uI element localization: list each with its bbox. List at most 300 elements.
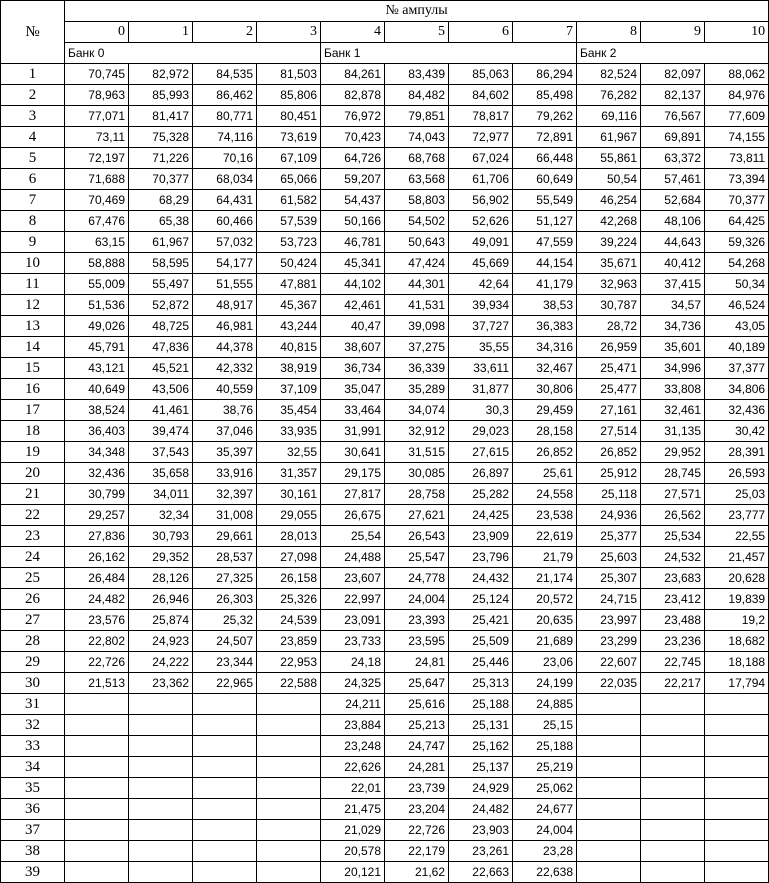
data-cell: 30,161 [257, 484, 321, 505]
data-cell: 45,669 [449, 253, 513, 274]
data-cell: 84,482 [385, 85, 449, 106]
data-cell [641, 694, 705, 715]
data-cell: 65,38 [129, 211, 193, 232]
data-cell: 24,715 [577, 589, 641, 610]
data-cell: 63,15 [65, 232, 129, 253]
data-cell: 88,062 [705, 64, 769, 85]
data-cell: 31,991 [321, 421, 385, 442]
data-cell: 32,963 [577, 274, 641, 295]
table-title: № ампулы [65, 1, 769, 22]
table-row [1, 631, 769, 652]
data-cell: 36,403 [65, 421, 129, 442]
data-cell: 40,189 [705, 337, 769, 358]
row-number: 25 [1, 568, 65, 589]
data-cell: 83,439 [385, 64, 449, 85]
data-cell: 30,799 [65, 484, 129, 505]
data-cell: 64,726 [321, 148, 385, 169]
table-row [1, 64, 769, 85]
data-cell: 26,852 [513, 442, 577, 463]
data-cell: 37,377 [705, 358, 769, 379]
row-number: 22 [1, 505, 65, 526]
data-cell: 79,851 [385, 106, 449, 127]
row-number: 26 [1, 589, 65, 610]
table-row [1, 568, 769, 589]
data-cell: 85,498 [513, 85, 577, 106]
data-cell [577, 799, 641, 820]
data-cell: 31,877 [449, 379, 513, 400]
data-cell: 25,534 [641, 526, 705, 547]
data-cell: 26,675 [321, 505, 385, 526]
table-row [1, 337, 769, 358]
data-cell: 82,524 [577, 64, 641, 85]
data-cell: 24,482 [65, 589, 129, 610]
data-cell: 24,425 [449, 505, 513, 526]
row-number: 39 [1, 862, 65, 883]
table-row [1, 106, 769, 127]
data-cell: 74,155 [705, 127, 769, 148]
data-cell: 24,211 [321, 694, 385, 715]
data-cell: 21,174 [513, 568, 577, 589]
data-cell [577, 820, 641, 841]
data-cell: 32,34 [129, 505, 193, 526]
data-cell [129, 799, 193, 820]
data-cell: 25,326 [257, 589, 321, 610]
data-cell: 20,635 [513, 610, 577, 631]
data-cell: 40,815 [257, 337, 321, 358]
table-row [1, 757, 769, 778]
data-cell: 34,806 [705, 379, 769, 400]
data-cell [257, 694, 321, 715]
data-cell: 29,952 [641, 442, 705, 463]
data-cell: 31,008 [193, 505, 257, 526]
data-cell: 50,54 [577, 169, 641, 190]
data-cell: 20,121 [321, 862, 385, 883]
table-row [1, 463, 769, 484]
data-cell: 54,502 [385, 211, 449, 232]
data-cell: 56,902 [449, 190, 513, 211]
table-row [1, 295, 769, 316]
data-cell: 24,747 [385, 736, 449, 757]
row-number: 10 [1, 253, 65, 274]
data-cell: 32,397 [193, 484, 257, 505]
data-cell: 77,609 [705, 106, 769, 127]
data-cell [193, 736, 257, 757]
data-cell: 69,116 [577, 106, 641, 127]
bank-label: Банк 1 [321, 43, 577, 64]
data-cell: 71,226 [129, 148, 193, 169]
data-cell: 23,393 [385, 610, 449, 631]
data-cell: 67,476 [65, 211, 129, 232]
row-number: 16 [1, 379, 65, 400]
data-cell [577, 757, 641, 778]
table-row [1, 841, 769, 862]
data-cell: 63,568 [385, 169, 449, 190]
data-cell: 49,026 [65, 316, 129, 337]
data-cell: 27,615 [449, 442, 513, 463]
data-cell: 20,578 [321, 841, 385, 862]
table-body [1, 64, 769, 883]
data-cell: 45,521 [129, 358, 193, 379]
row-number: 34 [1, 757, 65, 778]
data-cell: 66,448 [513, 148, 577, 169]
data-cell: 29,661 [193, 526, 257, 547]
data-cell: 76,567 [641, 106, 705, 127]
data-cell: 27,621 [385, 505, 449, 526]
data-cell: 33,808 [641, 379, 705, 400]
data-cell: 29,352 [129, 547, 193, 568]
row-number: 4 [1, 127, 65, 148]
data-cell: 24,81 [385, 652, 449, 673]
data-cell: 24,325 [321, 673, 385, 694]
data-cell: 69,891 [641, 127, 705, 148]
row-number: 23 [1, 526, 65, 547]
data-cell: 25,547 [385, 547, 449, 568]
data-cell: 23,488 [641, 610, 705, 631]
data-cell: 23,777 [705, 505, 769, 526]
row-number: 13 [1, 316, 65, 337]
data-cell: 33,916 [193, 463, 257, 484]
data-cell: 65,066 [257, 169, 321, 190]
data-cell: 47,881 [257, 274, 321, 295]
data-cell: 30,787 [577, 295, 641, 316]
data-cell: 73,619 [257, 127, 321, 148]
data-cell: 27,514 [577, 421, 641, 442]
data-cell: 25,313 [449, 673, 513, 694]
table-row [1, 820, 769, 841]
data-cell: 55,009 [65, 274, 129, 295]
data-cell: 73,394 [705, 169, 769, 190]
data-cell: 27,817 [321, 484, 385, 505]
data-cell: 18,188 [705, 652, 769, 673]
data-cell: 72,891 [513, 127, 577, 148]
data-cell: 84,602 [449, 85, 513, 106]
data-cell [193, 820, 257, 841]
data-cell: 39,474 [129, 421, 193, 442]
data-cell: 25,219 [513, 757, 577, 778]
data-cell: 37,275 [385, 337, 449, 358]
data-cell: 23,576 [65, 610, 129, 631]
data-cell: 48,725 [129, 316, 193, 337]
data-cell: 26,484 [65, 568, 129, 589]
row-number: 12 [1, 295, 65, 316]
data-cell [641, 862, 705, 883]
data-cell: 35,047 [321, 379, 385, 400]
row-number: 1 [1, 64, 65, 85]
data-cell: 50,166 [321, 211, 385, 232]
data-cell: 29,175 [321, 463, 385, 484]
data-cell: 23,412 [641, 589, 705, 610]
data-cell: 60,649 [513, 169, 577, 190]
data-cell: 24,936 [577, 505, 641, 526]
column-number-header: 2 [193, 22, 257, 43]
data-cell: 59,326 [705, 232, 769, 253]
row-number: 30 [1, 673, 65, 694]
data-cell: 24,885 [513, 694, 577, 715]
data-cell: 22,802 [65, 631, 129, 652]
data-cell: 25,131 [449, 715, 513, 736]
data-cell: 32,436 [705, 400, 769, 421]
data-cell [193, 778, 257, 799]
row-number: 24 [1, 547, 65, 568]
data-cell: 27,161 [577, 400, 641, 421]
data-cell: 24,778 [385, 568, 449, 589]
data-cell: 23,236 [641, 631, 705, 652]
data-cell: 23,859 [257, 631, 321, 652]
data-cell: 31,357 [257, 463, 321, 484]
data-cell [641, 841, 705, 862]
data-cell [193, 694, 257, 715]
data-cell: 24,432 [449, 568, 513, 589]
data-cell: 33,611 [449, 358, 513, 379]
column-number-header: 7 [513, 22, 577, 43]
data-cell: 28,72 [577, 316, 641, 337]
data-cell: 35,454 [257, 400, 321, 421]
data-cell: 47,559 [513, 232, 577, 253]
data-cell: 26,158 [257, 568, 321, 589]
row-number: 17 [1, 400, 65, 421]
data-cell: 26,162 [65, 547, 129, 568]
data-cell [65, 736, 129, 757]
row-number: 18 [1, 421, 65, 442]
data-cell: 55,861 [577, 148, 641, 169]
data-cell: 82,972 [129, 64, 193, 85]
data-cell: 37,727 [449, 316, 513, 337]
data-cell: 40,412 [641, 253, 705, 274]
column-number-header: 1 [129, 22, 193, 43]
data-cell: 29,459 [513, 400, 577, 421]
data-cell: 78,817 [449, 106, 513, 127]
data-cell: 45,367 [257, 295, 321, 316]
data-cell: 67,024 [449, 148, 513, 169]
data-cell: 21,513 [65, 673, 129, 694]
data-cell [641, 715, 705, 736]
data-cell: 30,3 [449, 400, 513, 421]
column-number-header: 5 [385, 22, 449, 43]
data-cell [257, 820, 321, 841]
data-cell: 24,18 [321, 652, 385, 673]
data-cell: 24,222 [129, 652, 193, 673]
data-cell: 23,362 [129, 673, 193, 694]
data-cell: 61,582 [257, 190, 321, 211]
data-cell: 26,946 [129, 589, 193, 610]
data-cell: 25,647 [385, 673, 449, 694]
data-cell: 30,42 [705, 421, 769, 442]
table-row [1, 526, 769, 547]
data-cell: 25,421 [449, 610, 513, 631]
data-cell: 76,972 [321, 106, 385, 127]
row-number: 5 [1, 148, 65, 169]
data-cell [257, 736, 321, 757]
data-cell: 68,034 [193, 169, 257, 190]
data-cell: 24,488 [321, 547, 385, 568]
data-cell: 28,537 [193, 547, 257, 568]
data-cell: 18,682 [705, 631, 769, 652]
data-cell [577, 862, 641, 883]
data-cell: 51,127 [513, 211, 577, 232]
data-cell: 32,467 [513, 358, 577, 379]
table-row [1, 379, 769, 400]
table-row [1, 169, 769, 190]
column-number-header: 3 [257, 22, 321, 43]
data-cell: 25,603 [577, 547, 641, 568]
data-cell: 25,377 [577, 526, 641, 547]
data-cell: 39,098 [385, 316, 449, 337]
data-cell: 84,976 [705, 85, 769, 106]
data-cell: 25,188 [513, 736, 577, 757]
table-row [1, 673, 769, 694]
data-cell: 21,62 [385, 862, 449, 883]
row-number: 21 [1, 484, 65, 505]
data-cell: 32,436 [65, 463, 129, 484]
data-cell: 35,289 [385, 379, 449, 400]
data-cell: 86,294 [513, 64, 577, 85]
data-cell: 23,091 [321, 610, 385, 631]
data-cell: 77,071 [65, 106, 129, 127]
data-cell [129, 841, 193, 862]
data-cell: 64,431 [193, 190, 257, 211]
data-cell: 35,55 [449, 337, 513, 358]
data-cell: 31,515 [385, 442, 449, 463]
data-cell [193, 757, 257, 778]
data-cell: 25,471 [577, 358, 641, 379]
data-cell: 23,299 [577, 631, 641, 652]
data-cell: 27,571 [641, 484, 705, 505]
data-cell: 22,663 [449, 862, 513, 883]
data-cell [129, 862, 193, 883]
data-cell: 23,538 [513, 505, 577, 526]
data-cell: 25,61 [513, 463, 577, 484]
data-cell: 24,199 [513, 673, 577, 694]
data-cell: 28,745 [641, 463, 705, 484]
data-cell: 28,391 [705, 442, 769, 463]
data-cell [65, 820, 129, 841]
table-row [1, 316, 769, 337]
table-row [1, 715, 769, 736]
data-cell: 38,607 [321, 337, 385, 358]
row-number: 31 [1, 694, 65, 715]
table-row [1, 610, 769, 631]
data-cell: 63,372 [641, 148, 705, 169]
data-cell: 47,836 [129, 337, 193, 358]
table-row [1, 736, 769, 757]
data-cell: 22,626 [321, 757, 385, 778]
data-cell: 32,461 [641, 400, 705, 421]
data-cell: 23,344 [193, 652, 257, 673]
data-cell: 44,102 [321, 274, 385, 295]
data-cell: 17,794 [705, 673, 769, 694]
bank-label-row [1, 43, 769, 64]
data-cell: 25,062 [513, 778, 577, 799]
data-cell [65, 778, 129, 799]
data-cell: 22,953 [257, 652, 321, 673]
data-cell: 38,919 [257, 358, 321, 379]
data-cell: 41,179 [513, 274, 577, 295]
data-cell [129, 757, 193, 778]
data-cell: 53,723 [257, 232, 321, 253]
data-cell: 22,726 [385, 820, 449, 841]
data-cell: 61,706 [449, 169, 513, 190]
table-row [1, 799, 769, 820]
data-cell: 47,424 [385, 253, 449, 274]
data-cell: 26,593 [705, 463, 769, 484]
data-cell [705, 736, 769, 757]
data-cell [705, 841, 769, 862]
table-row [1, 148, 769, 169]
data-cell: 58,803 [385, 190, 449, 211]
data-cell [129, 778, 193, 799]
data-cell: 43,121 [65, 358, 129, 379]
row-number: 3 [1, 106, 65, 127]
data-cell: 75,328 [129, 127, 193, 148]
data-cell: 80,771 [193, 106, 257, 127]
data-cell: 64,425 [705, 211, 769, 232]
data-cell: 34,736 [641, 316, 705, 337]
data-cell: 39,934 [449, 295, 513, 316]
data-cell [641, 736, 705, 757]
data-cell: 22,745 [641, 652, 705, 673]
data-cell: 36,339 [385, 358, 449, 379]
data-cell [705, 799, 769, 820]
data-cell: 22,965 [193, 673, 257, 694]
data-cell [193, 841, 257, 862]
column-number-header: 9 [641, 22, 705, 43]
data-cell: 82,137 [641, 85, 705, 106]
data-cell: 44,378 [193, 337, 257, 358]
data-cell: 50,34 [705, 274, 769, 295]
data-cell [641, 778, 705, 799]
row-number: 20 [1, 463, 65, 484]
data-cell [65, 694, 129, 715]
table-row [1, 484, 769, 505]
data-cell: 26,897 [449, 463, 513, 484]
row-number: 15 [1, 358, 65, 379]
data-cell: 28,758 [385, 484, 449, 505]
table-row [1, 127, 769, 148]
data-cell: 46,254 [577, 190, 641, 211]
data-cell: 40,47 [321, 316, 385, 337]
data-cell: 36,734 [321, 358, 385, 379]
data-cell [705, 694, 769, 715]
data-cell [705, 778, 769, 799]
data-cell: 44,301 [385, 274, 449, 295]
data-cell: 43,506 [129, 379, 193, 400]
table-row [1, 400, 769, 421]
data-cell [577, 841, 641, 862]
data-cell: 82,097 [641, 64, 705, 85]
data-cell: 23,739 [385, 778, 449, 799]
data-cell: 42,461 [321, 295, 385, 316]
column-number-header: 6 [449, 22, 513, 43]
data-cell: 51,536 [65, 295, 129, 316]
data-cell [129, 820, 193, 841]
data-cell: 21,689 [513, 631, 577, 652]
data-cell: 29,055 [257, 505, 321, 526]
data-cell: 78,963 [65, 85, 129, 106]
data-cell: 19,839 [705, 589, 769, 610]
data-cell: 25,282 [449, 484, 513, 505]
data-cell: 26,959 [577, 337, 641, 358]
row-number: 28 [1, 631, 65, 652]
data-cell: 23,06 [513, 652, 577, 673]
data-cell: 71,688 [65, 169, 129, 190]
data-cell: 21,79 [513, 547, 577, 568]
data-cell: 28,158 [513, 421, 577, 442]
data-cell: 34,011 [129, 484, 193, 505]
data-cell: 37,415 [641, 274, 705, 295]
column-number-row [1, 22, 769, 43]
data-cell: 37,046 [193, 421, 257, 442]
title-row [1, 1, 769, 22]
